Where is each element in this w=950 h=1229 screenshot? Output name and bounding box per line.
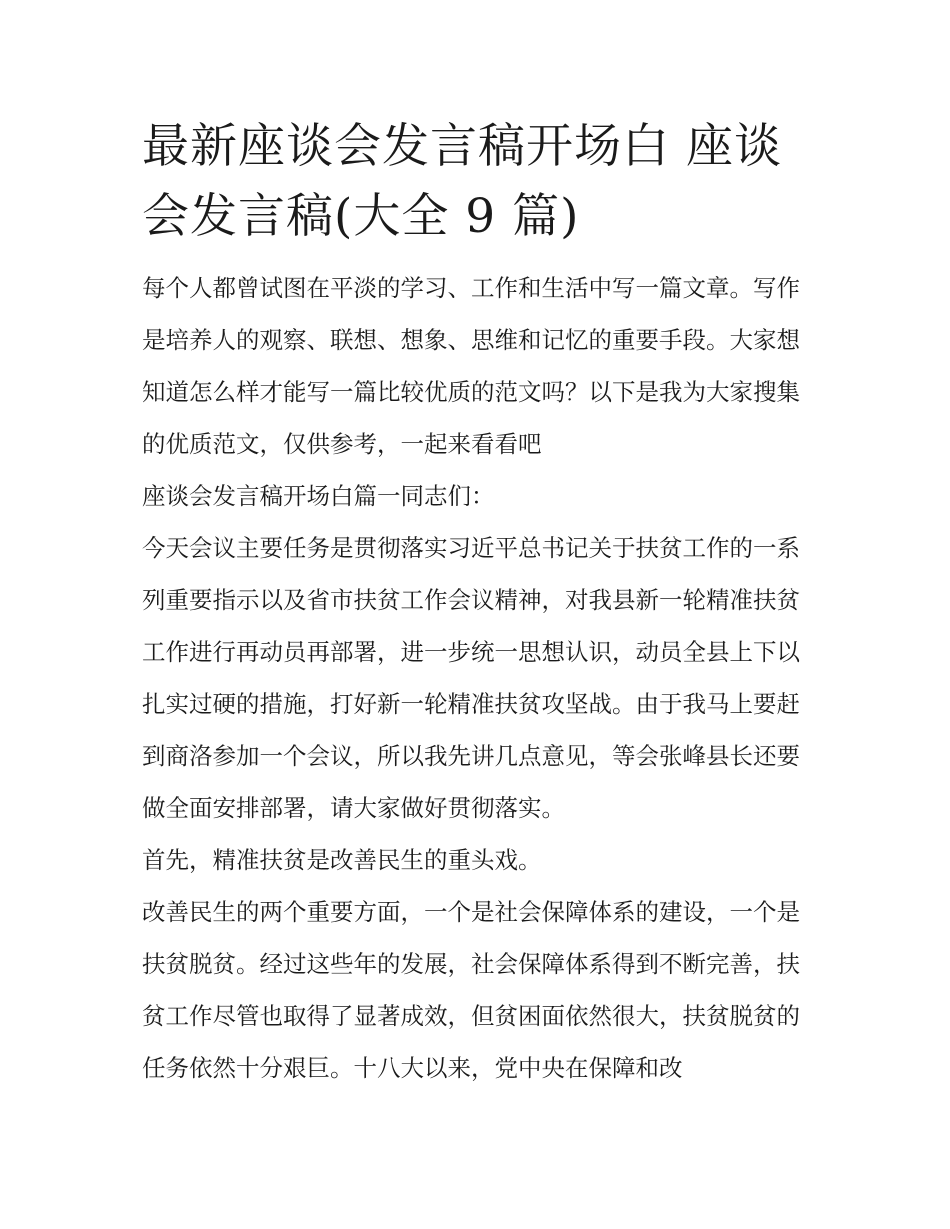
- title-line-2: 会发言稿(大全 9 篇): [142, 189, 580, 244]
- paragraph-meeting-task: 今天会议主要任务是贯彻落实习近平总书记关于扶贫工作的一系列重要指示以及省市扶贫工作会议精神，对我县新一轮精准扶贫工作进行再动员再部署，进一步统一思想认识，动员全县上下以扎实过硬的措施，打好新一轮精准扶贫攻坚战。由于我马上要赶到商洛参加一个会议，所以我先讲几点意见，等会张峰县长还要做全面安排部署，请大家做好贯彻落实。: [142, 534, 800, 822]
- paragraph-first-point: 首先，精准扶贫是改善民生的重头戏。: [142, 846, 542, 874]
- document-title: [142, 112, 812, 252]
- paragraph-intro: 每个人都曾试图在平淡的学习、工作和生活中写一篇文章。写作是培养人的观察、联想、想象、思维和记忆的重要手段。大家想知道怎么样才能写一篇比较优质的范文吗？以下是我为大家搜集的优质范文，仅供参考，一起来看看吧: [142, 274, 800, 458]
- paragraph-section-heading: 座谈会发言稿开场白篇一同志们：: [142, 482, 495, 510]
- paragraph-livelihood: 改善民生的两个重要方面，一个是社会保障体系的建设，一个是扶贫脱贫。经过这些年的发展，社会保障体系得到不断完善，扶贫工作尽管也取得了显著成效，但贫困面依然很大，扶贫脱贫的任务依然十分艰巨。十八大以来，党中央在保障和改: [142, 898, 800, 1082]
- title-line-1: 最新座谈会发言稿开场白 座谈: [142, 119, 782, 174]
- document-page: [142, 112, 812, 1094]
